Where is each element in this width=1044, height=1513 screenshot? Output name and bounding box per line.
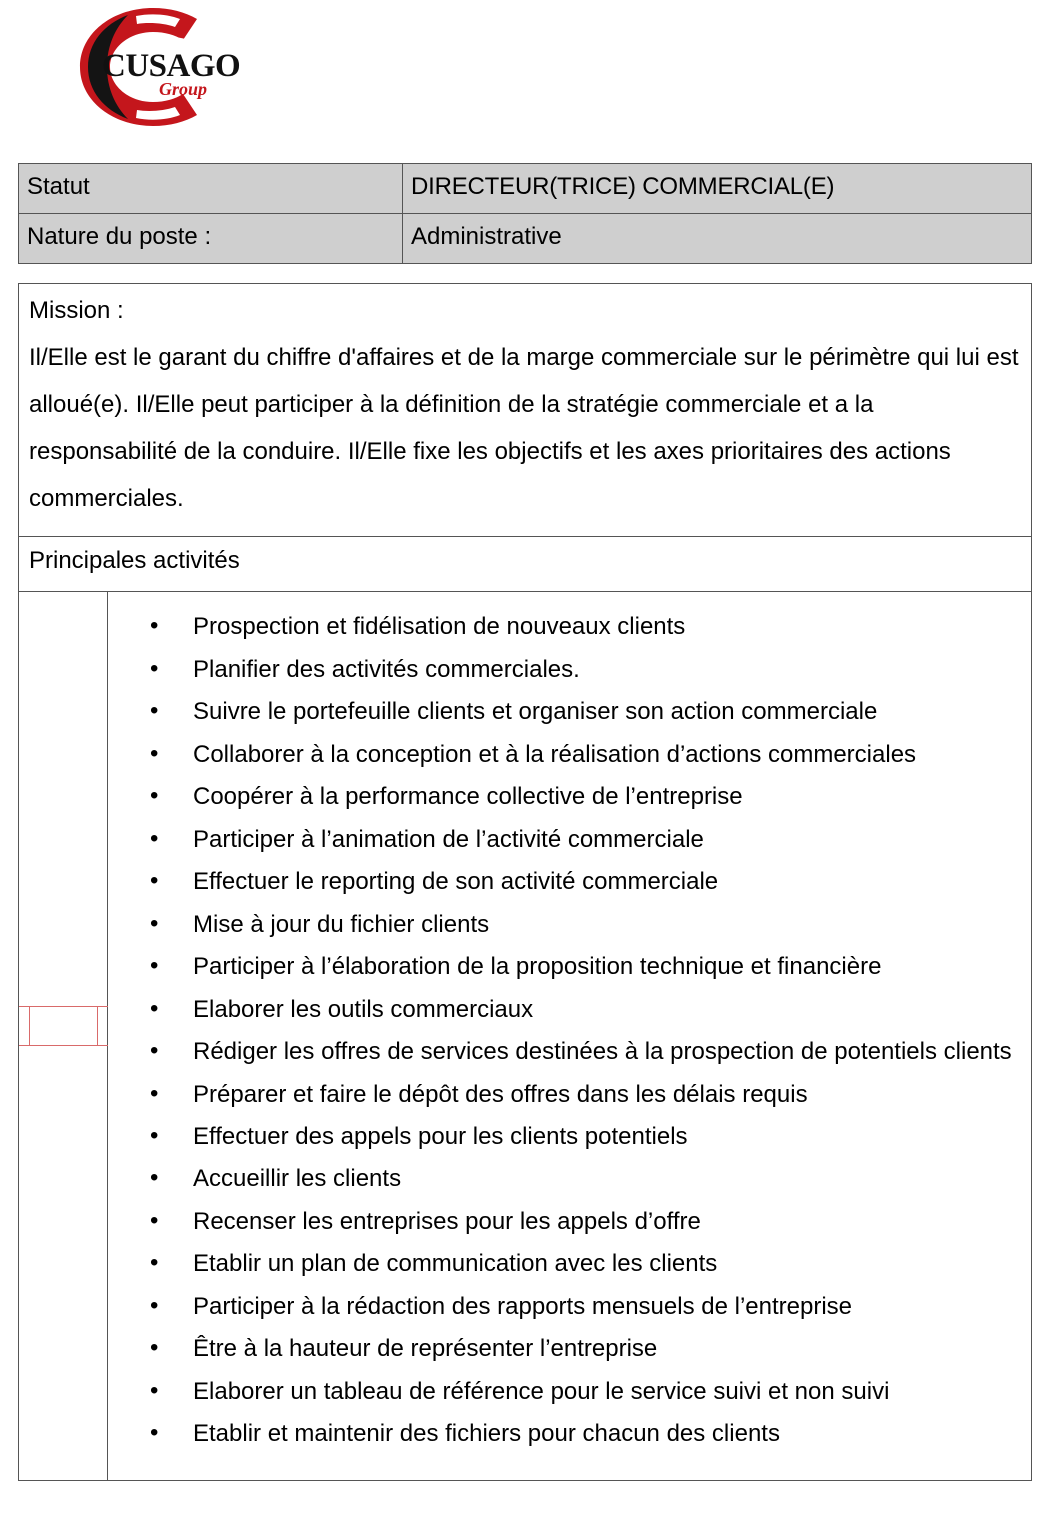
nature-du-poste-value: Administrative <box>403 214 1032 264</box>
list-item: • Etablir et maintenir des fichiers pour chacun des clients <box>150 1413 1017 1455</box>
do-band-column <box>19 592 108 1481</box>
list-item: • Coopérer à la performance collective de l’entreprise <box>150 776 1017 818</box>
mission-title: Mission : <box>29 297 124 324</box>
list-item: • Etablir un plan de communication avec les clients <box>150 1243 1017 1285</box>
list-item: • Participer à l’animation de l’activité commerciale <box>150 819 1017 861</box>
list-item: • Effectuer des appels pour les clients potentiels <box>150 1116 1017 1158</box>
mission-text: Il/Elle est le garant du chiffre d'affaires et de la marge commerciale sur le périmètre qui lui est alloué(e). Il/Elle peut participer à la définition de la stratégie commerciale et a la responsabilité de la conduire. Il/Elle fixe les objectifs et les axes prioritaires des actions commerciales. <box>29 344 1019 512</box>
list-item: • Suivre le portefeuille clients et organiser son action commerciale <box>150 691 1017 733</box>
job-description-table <box>18 283 1032 1481</box>
statut-label: Statut <box>19 164 403 214</box>
list-item: • Participer à l’élaboration de la proposition technique et financière <box>150 946 1017 988</box>
list-item: • Être à la hauteur de représenter l’entreprise <box>150 1328 1017 1370</box>
list-item: • Recenser les entreprises pour les appels d’offre <box>150 1201 1017 1243</box>
job-identity-table <box>18 163 1032 264</box>
mission-cell <box>19 284 1032 537</box>
table-row-nature-du-poste <box>19 214 1032 264</box>
do-badge: DO <box>19 1006 108 1046</box>
activities-list <box>108 592 1031 1469</box>
do-band <box>19 592 107 1480</box>
list-item: • Accueillir les clients <box>150 1158 1017 1200</box>
list-item: • Planifier des activités commerciales. <box>150 649 1017 691</box>
table-row-activities <box>19 592 1032 1481</box>
company-logo <box>58 2 241 132</box>
list-item: • Participer à la rédaction des rapports mensuels de l’entreprise <box>150 1286 1017 1328</box>
list-item: • Prospection et fidélisation de nouveaux clients <box>150 606 1017 648</box>
list-item: • Effectuer le reporting de son activité commerciale <box>150 861 1017 903</box>
activities-heading: Principales activités <box>19 537 1032 592</box>
list-item: • Rédiger les offres de services destinées à la prospection de potentiels clients <box>150 1031 1017 1073</box>
list-item: • Elaborer un tableau de référence pour le service suivi et non suivi <box>150 1371 1017 1413</box>
table-row-statut <box>19 164 1032 214</box>
activities-cell <box>108 592 1032 1481</box>
list-item: • Elaborer les outils commerciaux <box>150 989 1017 1031</box>
list-item: • Mise à jour du fichier clients <box>150 904 1017 946</box>
nature-du-poste-label: Nature du poste : <box>19 214 403 264</box>
table-row-mission <box>19 284 1032 537</box>
logo-wordmark: CUSAGO <box>102 48 241 84</box>
table-row-section-heading <box>19 537 1032 592</box>
logo-subtitle: Group <box>159 79 208 99</box>
list-item: • Préparer et faire le dépôt des offres dans les délais requis <box>150 1074 1017 1116</box>
statut-value: DIRECTEUR(TRICE) COMMERCIAL(E) <box>403 164 1032 214</box>
list-item: • Collaborer à la conception et à la réalisation d’actions commerciales <box>150 734 1017 776</box>
